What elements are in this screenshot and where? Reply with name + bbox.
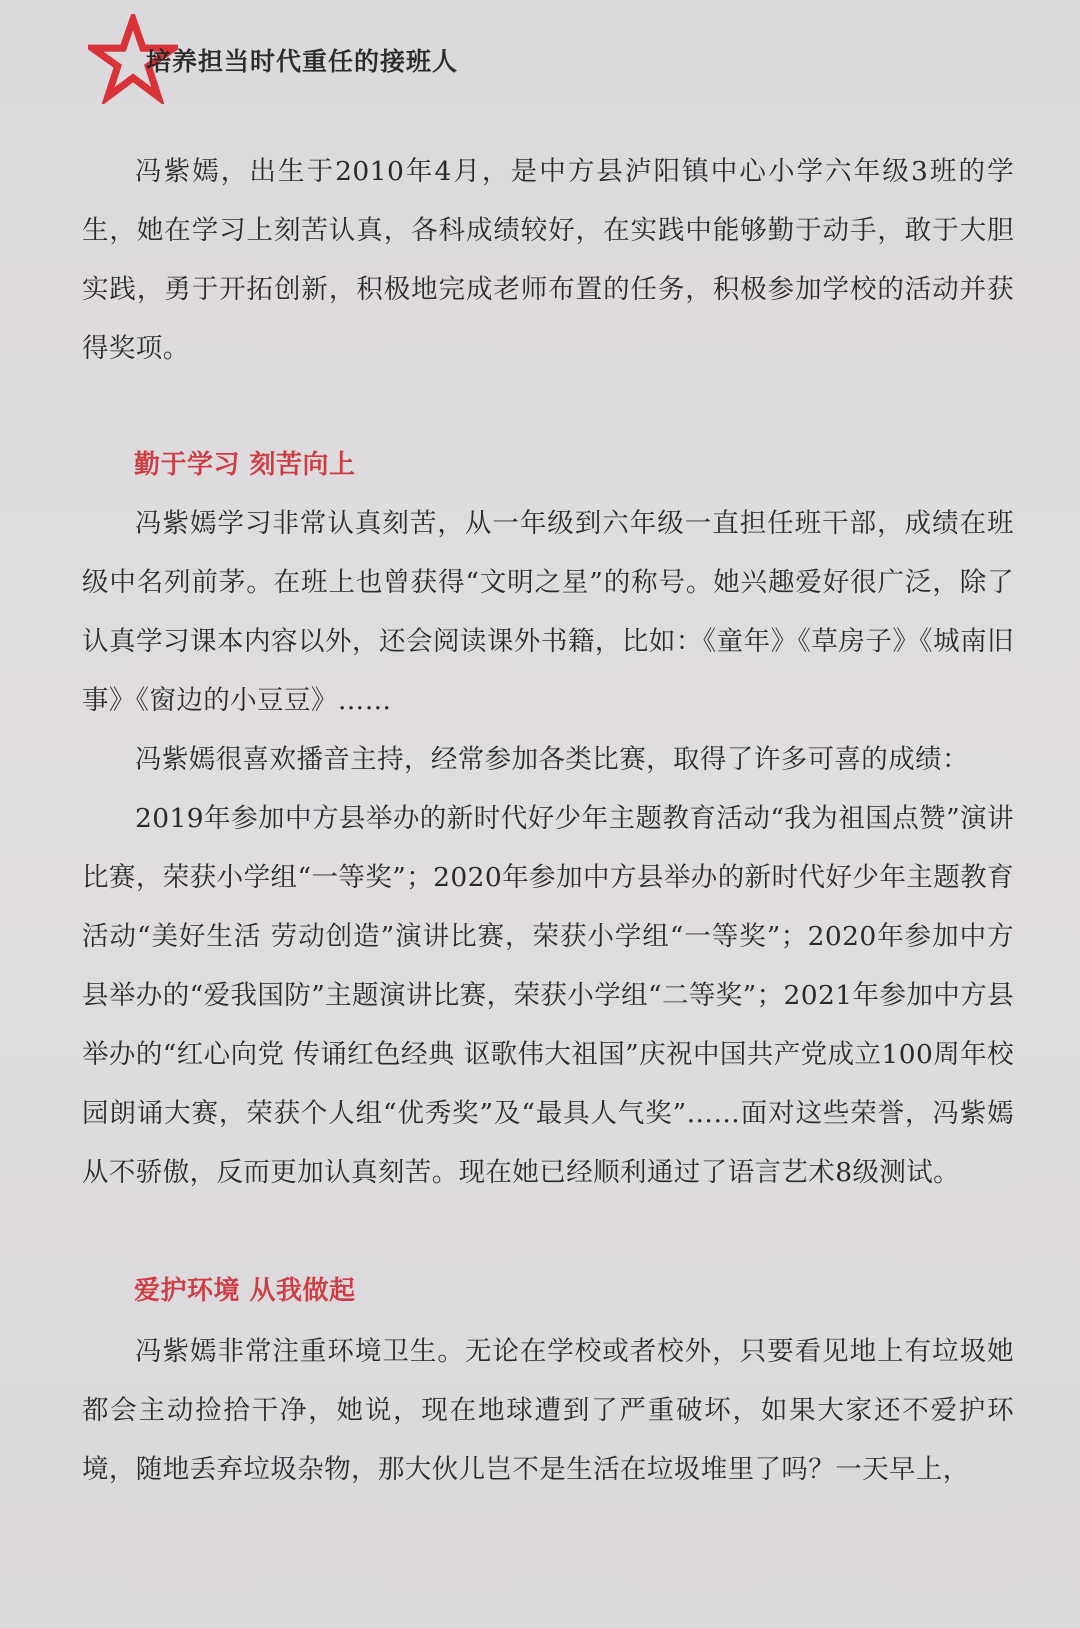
environment-paragraph-1: 冯紫嫣非常注重环境卫生。无论在学校或者校外，只要看见地上有垃圾她都会主动捡拾干净，她说，现在地球遭到了严重破坏，如果大家还不爱护环境，随地丢弃垃圾杂物，那大伙儿岂不是生活在垃圾堆里了吗？一天早上， xyxy=(82,1336,1014,1485)
section-title-environment: 爱护环境 从我做起 xyxy=(134,1276,356,1306)
study-paragraph-1: 冯紫嫣学习非常认真刻苦，从一年级到六年级一直担任班干部，成绩在班级中名列前茅。在班上也曾获得“文明之星”的称号。她兴趣爱好很广泛，除了认真学习课本内容以外，还会阅读课外书籍，比如：《童年》《草房子》《城南旧事》《窗边的小豆豆》…… xyxy=(82,508,1014,716)
header-title: 培养担当时代重任的接班人 xyxy=(146,47,459,76)
page-header xyxy=(88,14,588,104)
section-title-study: 勤于学习 刻苦向上 xyxy=(134,450,356,480)
study-paragraph-3: 2019年参加中方县举办的新时代好少年主题教育活动“我为祖国点赞”演讲比赛，荣获小学组“一等奖”；2020年参加中方县举办的新时代好少年主题教育活动“美好生活 劳动创造”演讲比赛，荣获小学组“一等奖”；2020年参加中方县举办的“爱我国防”主题演讲比赛，荣获小学组“二等奖”；2021年参加中方县举办的“红心向党 传诵红色经典 讴歌伟大祖国”庆祝中国共产党成立100周年校园朗诵大赛，荣获个人组“优秀奖”及“最具人气奖”……面对这些荣誉，冯紫嫣从不骄傲，反而更加认真刻苦。现在她已经顺利通过了语言艺术8级测试。 xyxy=(82,803,1014,1188)
page-body xyxy=(82,142,1014,1499)
intro-paragraph: 冯紫嫣，出生于2010年4月，是中方县泸阳镇中心小学六年级3班的学生，她在学习上刻苦认真，各科成绩较好，在实践中能够勤于动手，敢于大胆实践，勇于开拓创新，积极地完成老师布置的任务，积极参加学校的活动并获得奖项。 xyxy=(82,156,1014,364)
study-paragraph-2: 冯紫嫣很喜欢播音主持，经常参加各类比赛，取得了许多可喜的成绩： xyxy=(135,744,969,775)
